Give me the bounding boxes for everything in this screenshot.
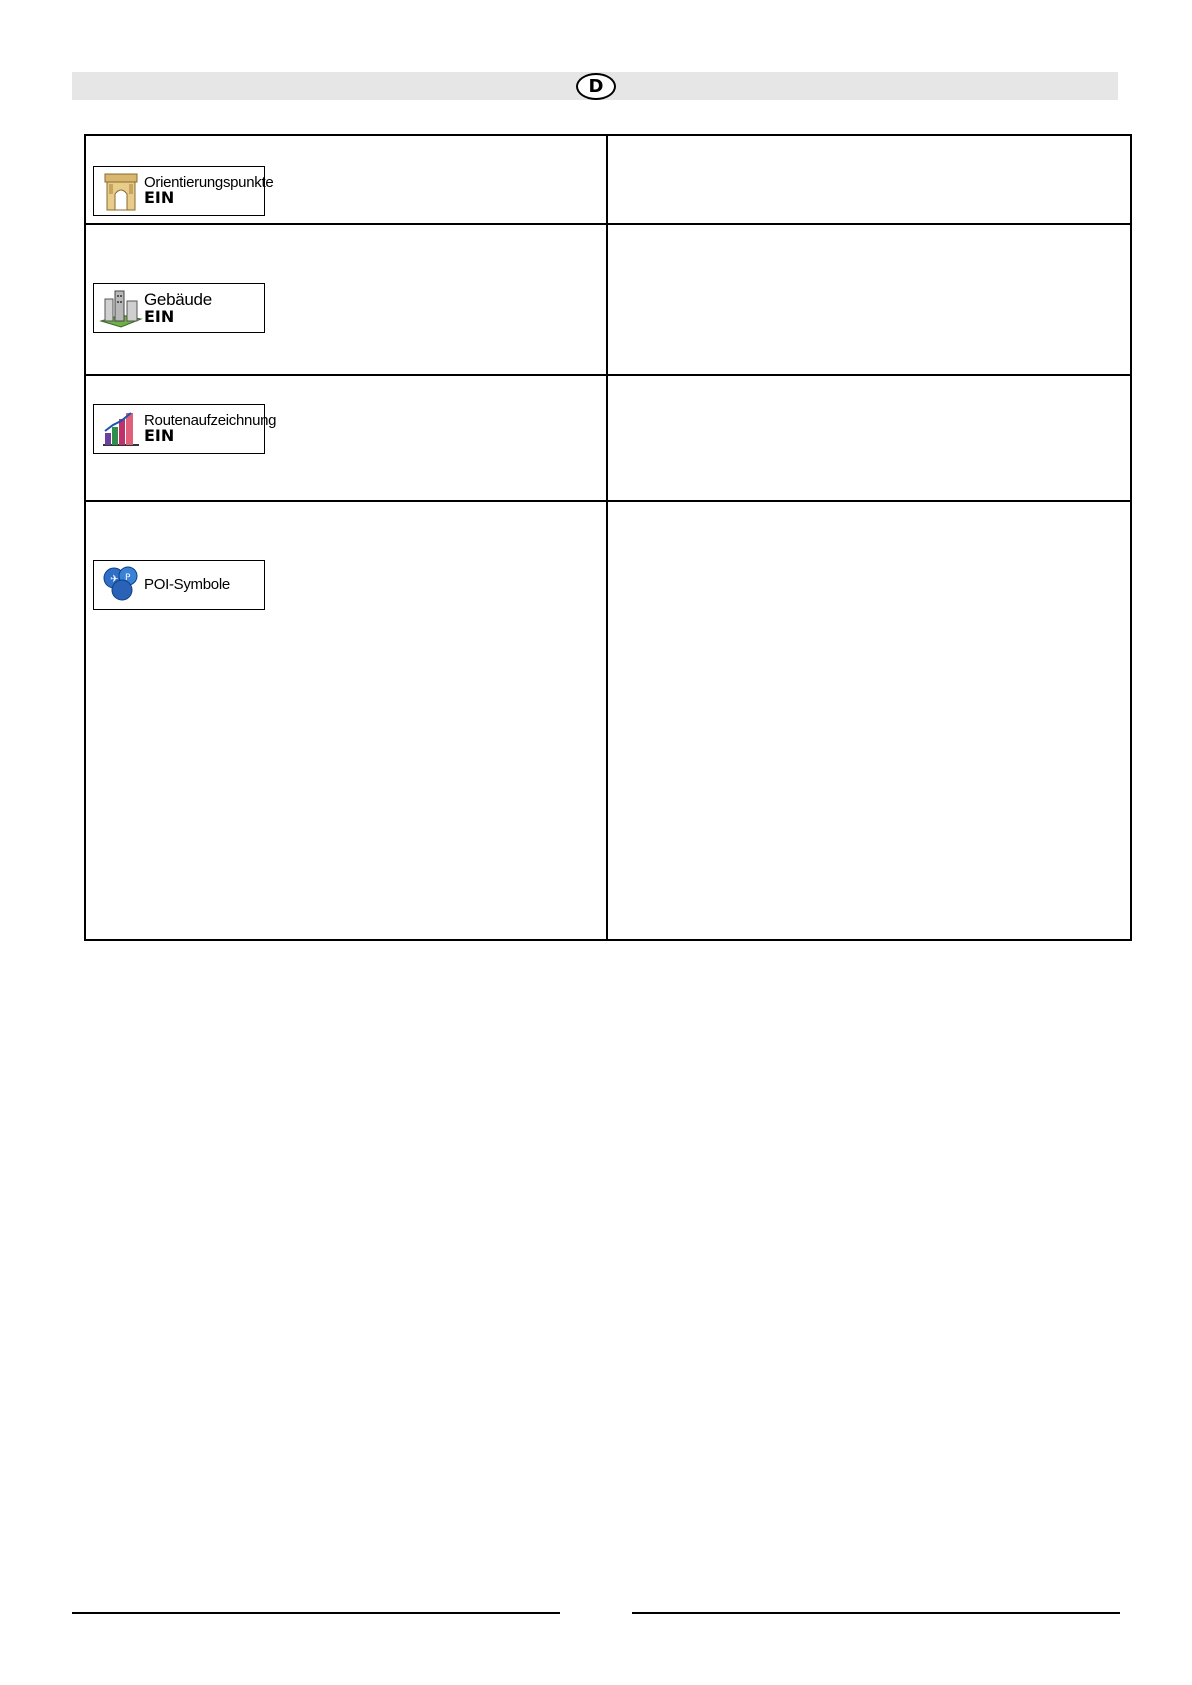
setting-name: Gebäude xyxy=(144,289,212,309)
settings-table xyxy=(84,134,1132,941)
description-cell xyxy=(607,501,1131,940)
table-row xyxy=(85,375,1131,501)
setting-state: EIN xyxy=(144,306,175,326)
language-badge: D xyxy=(576,73,616,100)
route-recording-toggle-button[interactable] xyxy=(93,404,277,454)
setting-cell xyxy=(85,501,607,940)
table-row xyxy=(85,135,1131,224)
description-cell xyxy=(607,224,1131,375)
table-row xyxy=(85,224,1131,375)
setting-name: Orientierungspunkte xyxy=(144,173,274,191)
setting-name: POI-Symbole xyxy=(144,576,230,594)
setting-name: Routenaufzeichnung xyxy=(144,411,277,429)
setting-cell xyxy=(85,375,607,501)
setting-state: EIN xyxy=(144,426,175,446)
svg-text:✈: ✈ xyxy=(110,574,119,585)
setting-state: EIN xyxy=(144,188,175,208)
poi-symbols-button[interactable] xyxy=(93,560,265,610)
setting-cell xyxy=(85,135,607,224)
buildings-toggle-button[interactable] xyxy=(93,283,265,333)
landmark-arch-icon xyxy=(98,168,144,214)
table-row xyxy=(85,501,1131,940)
description-cell xyxy=(607,375,1131,501)
landmarks-toggle-button[interactable] xyxy=(93,166,274,216)
footer-rule-left xyxy=(72,1612,560,1614)
description-cell xyxy=(607,135,1131,224)
poi-pins-icon xyxy=(98,562,144,608)
route-bars-icon xyxy=(98,406,144,452)
svg-text:P: P xyxy=(125,573,131,583)
footer-rule-right xyxy=(632,1612,1120,1614)
buildings-icon xyxy=(98,285,144,331)
setting-cell xyxy=(85,224,607,375)
